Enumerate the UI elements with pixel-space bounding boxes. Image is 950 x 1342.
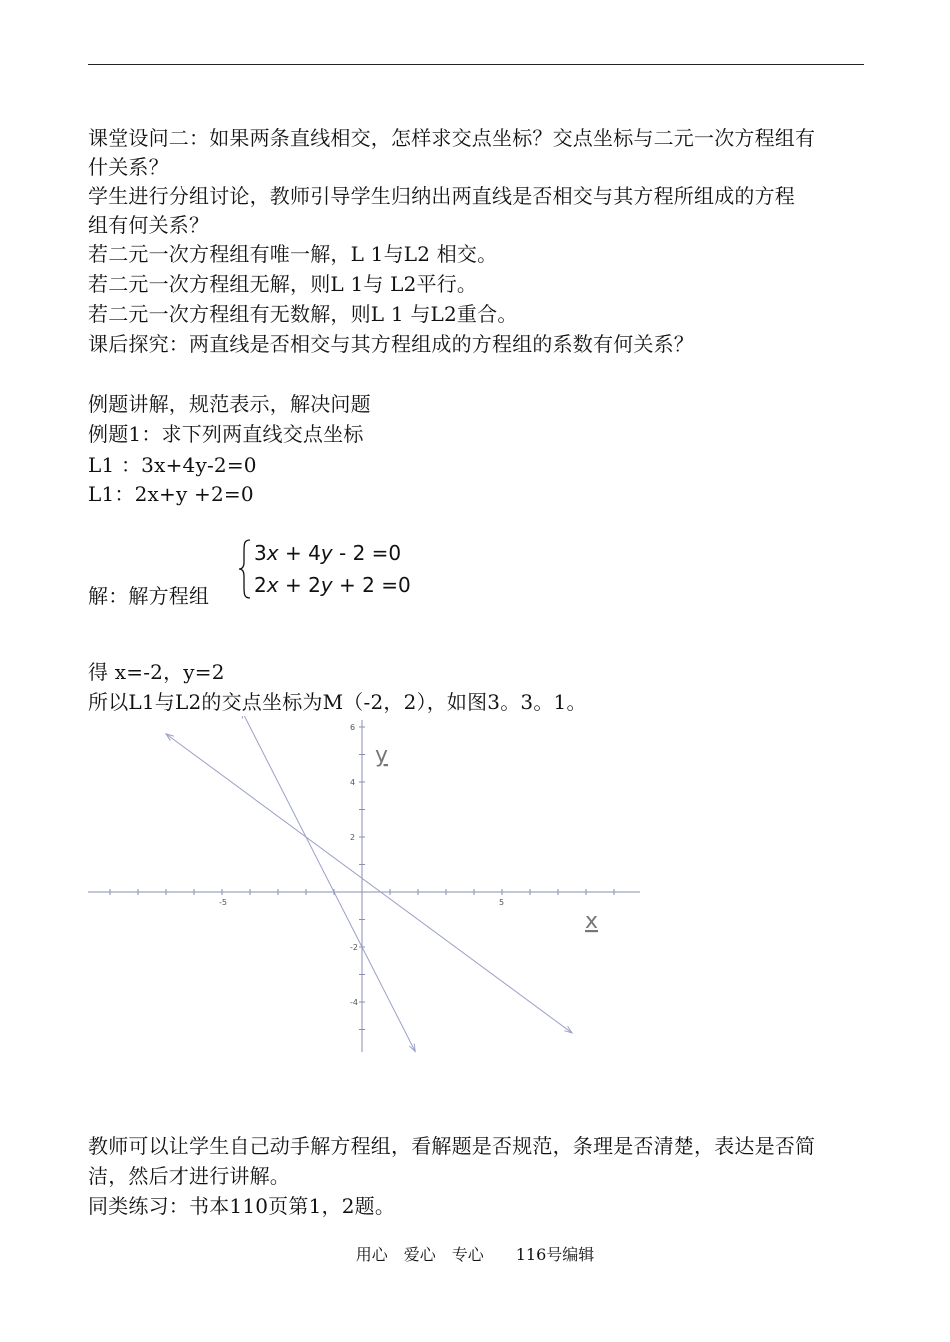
line-l1 bbox=[166, 734, 572, 1033]
equation-system-brace bbox=[238, 538, 252, 600]
y-tick-label: 2 bbox=[350, 833, 356, 842]
teacher-note-line1: 教师可以让学生自己动手解方程组，看解题是否规范，条理是否清楚，表达是否简 bbox=[88, 1134, 816, 1158]
equation-l1: L1 ：3x+4y-2=0 bbox=[88, 453, 257, 477]
paragraph-discussion-line1: 学生进行分组讨论，教师引导学生归纳出两直线是否相交与其方程所组成的方程 bbox=[88, 184, 795, 208]
line-l2 bbox=[242, 716, 416, 1052]
case-infinite-solutions: 若二元一次方程组有无数解，则L 1 与L2重合。 bbox=[88, 302, 518, 326]
y-axis-label: y bbox=[375, 743, 389, 768]
example-1-title: 例题1：求下列两直线交点坐标 bbox=[88, 422, 364, 446]
practice-assignment: 同类练习：书本110页第1，2题。 bbox=[88, 1194, 396, 1218]
x-axis-label: x bbox=[585, 909, 599, 934]
solution-label: 解：解方程组 bbox=[88, 584, 210, 608]
solution-conclusion: 所以L1与L2的交点坐标为M（-2，2），如图3。3。1。 bbox=[88, 690, 587, 714]
header-rule bbox=[88, 64, 864, 65]
y-tick-label: -4 bbox=[350, 998, 358, 1007]
teacher-note-line2: 洁，然后才进行讲解。 bbox=[88, 1164, 290, 1188]
case-unique-solution: 若二元一次方程组有唯一解，L 1与L2 相交。 bbox=[88, 242, 498, 266]
after-class-inquiry: 课后探究：两直线是否相交与其方程组成的方程组的系数有何关系？ bbox=[88, 332, 694, 356]
page-footer: 用心 爱心 专心 116号编辑 bbox=[355, 1245, 595, 1264]
y-tick-label: 6 bbox=[350, 723, 356, 732]
system-equation-1: 3x + 4y - 2 =0 bbox=[254, 541, 402, 565]
x-tick-label: 5 bbox=[499, 898, 505, 907]
paragraph-question-line2: 什关系？ bbox=[88, 155, 169, 179]
y-tick-label: -2 bbox=[350, 943, 358, 952]
system-equation-2: 2x + 2y + 2 =0 bbox=[254, 573, 411, 597]
y-tick-label: 4 bbox=[350, 778, 356, 787]
intersection-graph bbox=[88, 716, 640, 1056]
paragraph-question-line1: 课堂设问二：如果两条直线相交，怎样求交点坐标？交点坐标与二元一次方程组有 bbox=[88, 126, 816, 150]
paragraph-discussion-line2: 组有何关系？ bbox=[88, 213, 210, 237]
equation-l2: L1：2x+y +2=0 bbox=[88, 482, 254, 506]
x-tick-label: -5 bbox=[219, 898, 227, 907]
solution-result: 得 x=-2，y=2 bbox=[88, 660, 225, 684]
case-no-solution: 若二元一次方程组无解，则L 1与 L2平行。 bbox=[88, 272, 478, 296]
example-heading: 例题讲解，规范表示，解决问题 bbox=[88, 392, 371, 416]
